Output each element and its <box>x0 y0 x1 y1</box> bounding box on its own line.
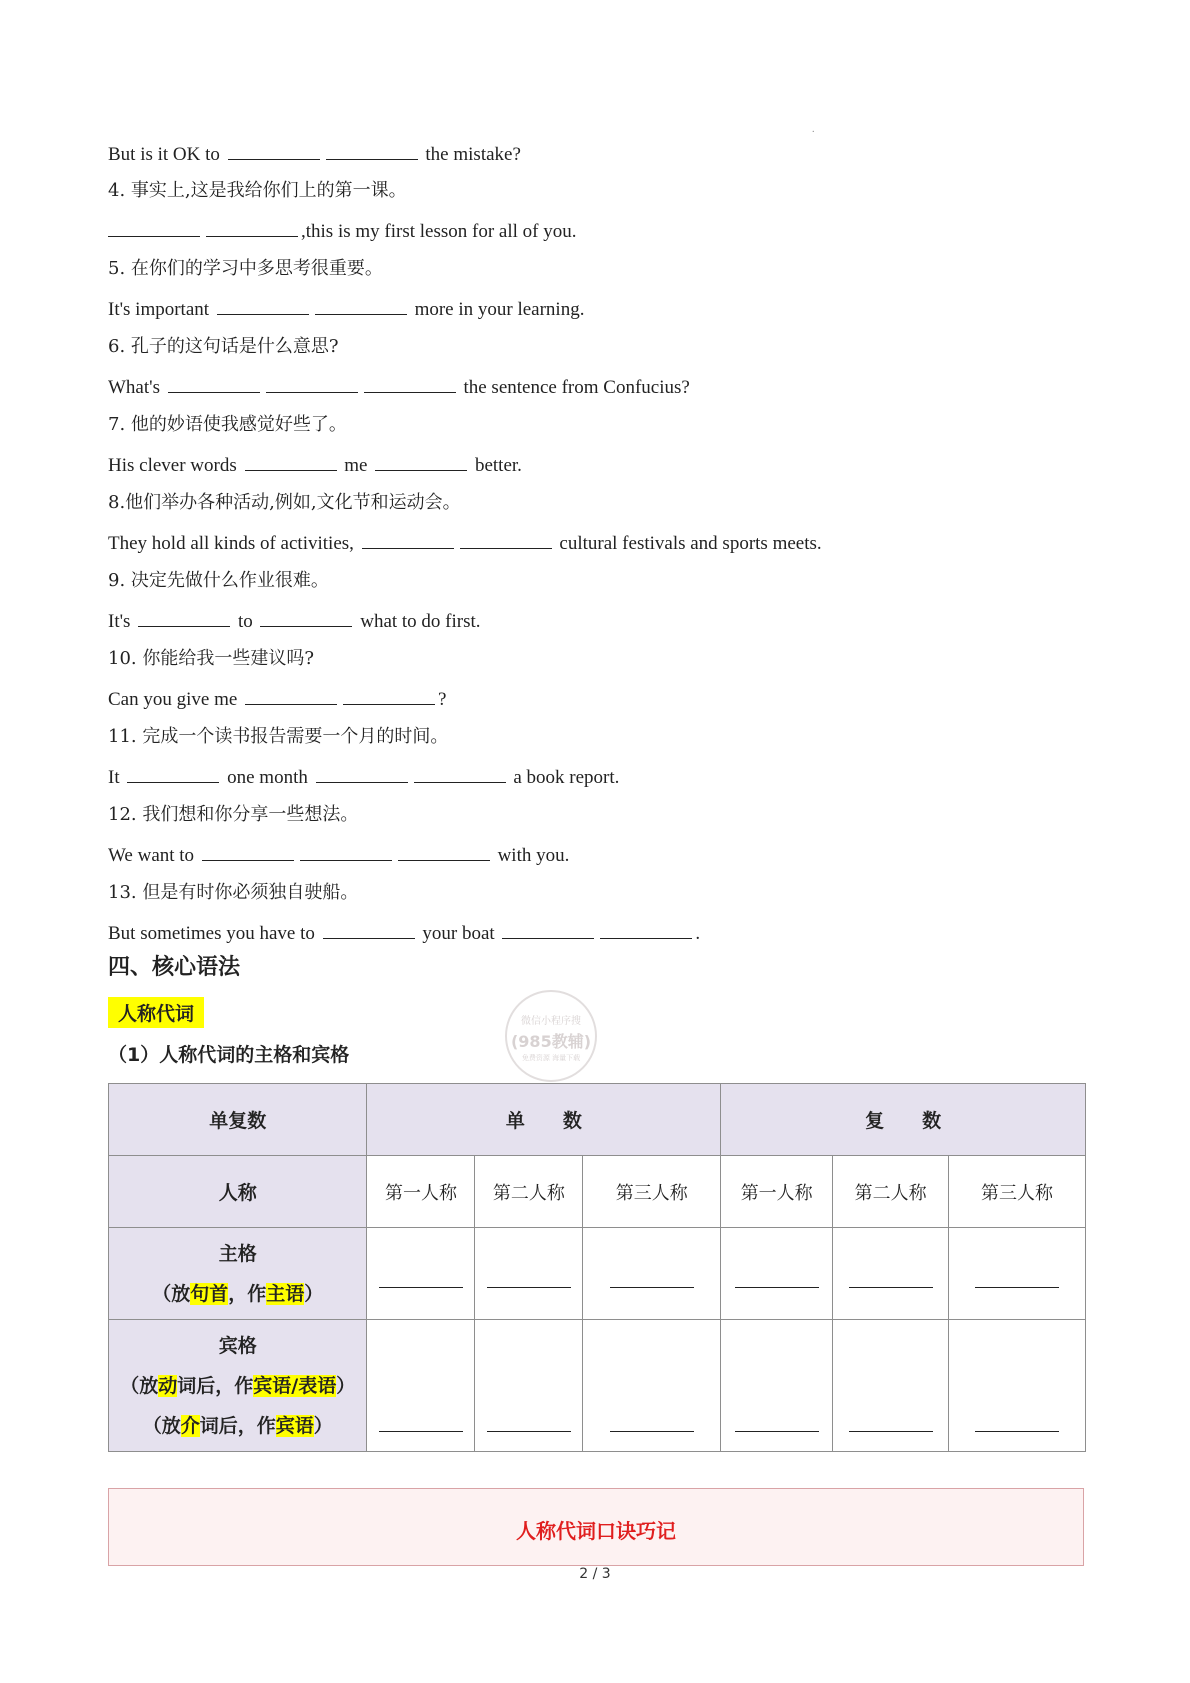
text: What's <box>108 377 160 398</box>
text: more in your learning. <box>414 299 585 320</box>
exercise-line-12-en <box>108 842 569 869</box>
person-cell <box>721 1156 833 1228</box>
highlight: 句首 <box>190 1282 229 1305</box>
mnemonic-title: 人称代词口诀巧记 <box>516 1519 676 1543</box>
text: the sentence from Confucius? <box>463 377 690 398</box>
answer-cell[interactable] <box>833 1320 949 1452</box>
answer-blank[interactable] <box>414 764 506 783</box>
person-cell <box>833 1156 949 1228</box>
answer-blank[interactable] <box>600 920 692 939</box>
answer-cell[interactable] <box>367 1320 475 1452</box>
exercise-10-zh: 10. 你能给我一些建议吗? <box>108 648 314 669</box>
answer-blank[interactable] <box>260 608 352 627</box>
text: one month <box>227 767 308 788</box>
text: It <box>108 767 120 788</box>
answer-blank[interactable] <box>460 530 552 549</box>
answer-blank[interactable] <box>316 764 408 783</box>
text: 第二人称 <box>854 1182 927 1204</box>
header-cell: 单复数 <box>109 1084 367 1156</box>
text: 第一人称 <box>384 1182 457 1204</box>
text: your boat <box>422 923 495 944</box>
answer-blank[interactable] <box>127 764 219 783</box>
exercise-11-zh: 11. 完成一个读书报告需要一个月的时间。 <box>108 726 449 747</box>
text: 第二人称 <box>492 1182 565 1204</box>
highlight: 宾语 <box>275 1414 314 1437</box>
text: ） <box>313 1414 333 1437</box>
answer-cell[interactable] <box>583 1320 721 1452</box>
highlight: / <box>291 1374 299 1397</box>
text: ,this is my first lesson for all of you. <box>301 221 577 242</box>
table-row <box>109 1156 1086 1228</box>
text: 宾格 <box>218 1334 257 1357</box>
highlight: 主语 <box>266 1282 305 1305</box>
page-marker: . <box>812 124 815 135</box>
answer-blank[interactable] <box>375 452 467 471</box>
answer-blank[interactable] <box>217 296 309 315</box>
exercise-7-zh: 7. 他的妙语使我感觉好些了。 <box>108 414 347 435</box>
text: They hold all kinds of activities, <box>108 533 354 554</box>
text: cultural festivals and sports meets. <box>559 533 822 554</box>
answer-cell[interactable] <box>475 1228 583 1320</box>
exercise-6-zh: 6. 孔子的这句话是什么意思? <box>108 336 339 357</box>
text: ? <box>438 689 447 710</box>
row-label-cell <box>109 1320 367 1452</box>
person-cell <box>475 1156 583 1228</box>
text: （放 <box>120 1374 159 1397</box>
text: It's <box>108 611 131 632</box>
topic-tag: 人称代词 <box>108 997 204 1028</box>
exercise-line-11-en <box>108 764 619 791</box>
page-number: 2 / 3 <box>579 1566 611 1582</box>
exercise-12-zh: 12. 我们想和你分享一些想法。 <box>108 804 359 825</box>
text: better. <box>474 455 522 476</box>
section-title: 四、核心语法 <box>108 955 241 980</box>
answer-blank[interactable] <box>206 218 298 237</box>
text: We want to <box>108 845 195 866</box>
usage-note <box>109 1274 366 1314</box>
highlight: 表语 <box>298 1374 337 1397</box>
exercise-4-zh: 4. 事实上,这是我给你们上的第一课。 <box>108 180 407 201</box>
exercise-line-9-en <box>108 608 481 635</box>
usage-note <box>109 1406 366 1446</box>
answer-blank[interactable] <box>300 842 392 861</box>
answer-cell[interactable] <box>833 1228 949 1320</box>
text: （放 <box>142 1414 181 1437</box>
table-row <box>109 1320 1086 1452</box>
usage-note <box>109 1366 366 1406</box>
exercise-line-7-en <box>108 452 522 479</box>
answer-blank[interactable] <box>398 842 490 861</box>
exercise-line-3-en <box>108 141 521 168</box>
table-row <box>109 1084 1086 1156</box>
highlight: 动 <box>158 1374 178 1397</box>
answer-cell[interactable] <box>475 1320 583 1452</box>
pronoun-table <box>108 1083 1086 1452</box>
text: . <box>695 923 701 944</box>
text: ，作 <box>228 1282 267 1305</box>
text: me <box>344 455 368 476</box>
highlight: 介 <box>180 1414 200 1437</box>
person-cell <box>949 1156 1086 1228</box>
exercise-8-zh: 8.他们举办各种活动,例如,文化节和运动会。 <box>108 492 461 513</box>
exercise-line-5-en <box>108 296 584 323</box>
answer-blank[interactable] <box>245 452 337 471</box>
text: 第一人称 <box>740 1182 813 1204</box>
subsection-heading: （1）人称代词的主格和宾格 <box>108 1044 350 1066</box>
header-cell-plural: 复 数 <box>721 1084 1086 1156</box>
exercise-line-4-en <box>108 218 576 245</box>
person-cell <box>367 1156 475 1228</box>
answer-blank[interactable] <box>245 686 337 705</box>
answer-blank[interactable] <box>502 920 594 939</box>
watermark-text: (985教辅) <box>510 1032 592 1051</box>
exercise-line-8-en <box>108 530 822 557</box>
answer-blank[interactable] <box>323 920 415 939</box>
watermark-text: 微信小程序搜 <box>521 1016 581 1027</box>
text: But is it OK to <box>108 144 220 165</box>
answer-blank[interactable] <box>168 374 260 393</box>
answer-cell[interactable] <box>367 1228 475 1320</box>
text: ） <box>336 1374 356 1397</box>
header-cell: 人称 <box>109 1156 367 1228</box>
text: His clever words <box>108 455 237 476</box>
text: It's important <box>108 299 210 320</box>
text: （放 <box>152 1282 191 1305</box>
answer-cell[interactable] <box>721 1228 833 1320</box>
answer-blank[interactable] <box>315 296 407 315</box>
answer-cell[interactable] <box>949 1320 1086 1452</box>
exercise-9-zh: 9. 决定先做什么作业很难。 <box>108 570 329 591</box>
answer-blank[interactable] <box>326 141 418 160</box>
text: 第三人称 <box>615 1182 688 1204</box>
highlight: 宾语 <box>253 1374 292 1397</box>
table-row <box>109 1228 1086 1320</box>
exercise-line-6-en <box>108 374 690 401</box>
text: 词后，作 <box>177 1374 254 1397</box>
text: a book report. <box>513 767 620 788</box>
text: But sometimes you have to <box>108 923 315 944</box>
answer-blank[interactable] <box>343 686 435 705</box>
answer-blank[interactable] <box>108 218 200 237</box>
text: 第三人称 <box>981 1182 1054 1204</box>
text: the mistake? <box>425 144 521 165</box>
exercise-line-10-en <box>108 686 446 713</box>
header-cell-singular: 单 数 <box>367 1084 721 1156</box>
answer-blank[interactable] <box>138 608 230 627</box>
answer-blank[interactable] <box>228 141 320 160</box>
watermark-seal <box>505 990 597 1082</box>
watermark-text: 免费资源 海量下载 <box>521 1054 581 1062</box>
text: to <box>237 611 253 632</box>
exercise-5-zh: 5. 在你们的学习中多思考很重要。 <box>108 258 383 279</box>
text: with you. <box>497 845 570 866</box>
text: Can you give me <box>108 689 238 710</box>
answer-blank[interactable] <box>364 374 456 393</box>
answer-cell[interactable] <box>949 1228 1086 1320</box>
answer-blank[interactable] <box>362 530 454 549</box>
answer-cell[interactable] <box>583 1228 721 1320</box>
answer-blank[interactable] <box>202 842 294 861</box>
exercise-13-zh: 13. 但是有时你必须独自驶船。 <box>108 882 359 903</box>
text: 词后，作 <box>199 1414 276 1437</box>
exercise-line-13-en <box>108 920 700 947</box>
row-label-cell <box>109 1228 367 1320</box>
answer-blank[interactable] <box>266 374 358 393</box>
text: what to do first. <box>360 611 481 632</box>
person-cell <box>583 1156 721 1228</box>
text: ） <box>304 1282 324 1305</box>
text: 主格 <box>218 1242 257 1265</box>
mnemonic-box <box>108 1488 1084 1566</box>
answer-cell[interactable] <box>721 1320 833 1452</box>
